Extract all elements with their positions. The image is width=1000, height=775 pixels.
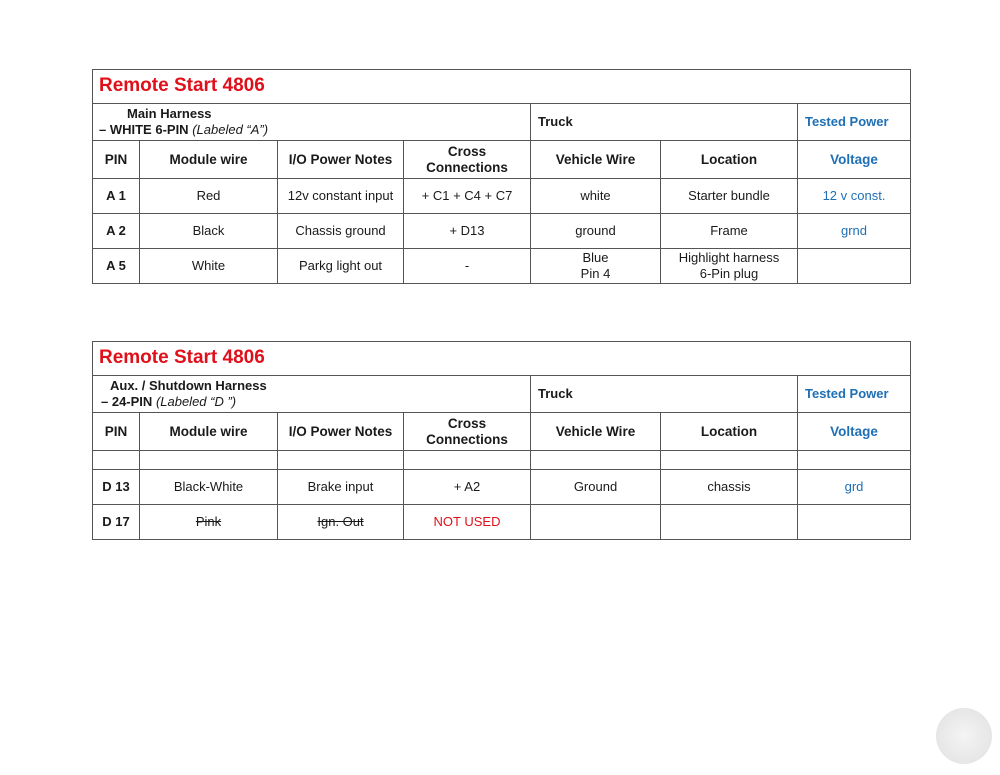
voltage-cell [798, 505, 911, 540]
table-row [93, 249, 911, 284]
harness-connector: – 24-PIN [101, 394, 153, 409]
pin-cell: D 17 [93, 505, 140, 540]
vehicle-wire-cell [531, 505, 661, 540]
col-vehicle-wire: Vehicle Wire [531, 413, 661, 451]
vehicle-wire-line2: Pin 4 [580, 266, 611, 281]
harness-description [93, 104, 531, 141]
col-voltage: Voltage [798, 413, 911, 451]
location-cell: Starter bundle [661, 179, 798, 214]
io-notes-cell: Ign. Out [278, 505, 404, 540]
col-pin: PIN [93, 413, 140, 451]
truck-header: Truck [531, 104, 798, 141]
harness-connector: – WHITE 6-PIN [99, 122, 189, 137]
location-cell: chassis [661, 470, 798, 505]
table-row [93, 179, 911, 214]
voltage-cell [798, 249, 911, 284]
col-io-power-notes: I/O Power Notes [278, 413, 404, 451]
location-line2: 6-Pin plug [699, 266, 759, 281]
table-title-row [93, 70, 911, 104]
voltage-cell: grd [798, 470, 911, 505]
vehicle-wire-cell: white [531, 179, 661, 214]
vehicle-wire-cell [531, 249, 661, 284]
cross-cell: NOT USED [404, 505, 531, 540]
col-io-power-notes: I/O Power Notes [278, 141, 404, 179]
location-line1: Highlight harness [678, 250, 780, 265]
pin-cell: A 2 [93, 214, 140, 249]
table-row [93, 505, 911, 540]
location-cell [661, 249, 798, 284]
col-module-wire: Module wire [140, 413, 278, 451]
voltage-cell: 12 v const. [798, 179, 911, 214]
truck-header: Truck [531, 376, 798, 413]
location-cell: Frame [661, 214, 798, 249]
vehicle-wire-cell: Ground [531, 470, 661, 505]
table-row [93, 214, 911, 249]
cross-cell: + D13 [404, 214, 531, 249]
table-title: Remote Start 4806 [99, 347, 265, 368]
table-title: Remote Start 4806 [99, 75, 265, 96]
table-row [93, 470, 911, 505]
col-cross-connections [404, 413, 531, 451]
module-wire-cell: White [140, 249, 278, 284]
col-vehicle-wire: Vehicle Wire [531, 141, 661, 179]
cross-cell: + C1 + C4 + C7 [404, 179, 531, 214]
table-title-row [93, 342, 911, 376]
harness-label: (Labeled “D ”) [155, 394, 237, 409]
cross-cell: - [404, 249, 531, 284]
pin-cell: A 5 [93, 249, 140, 284]
pin-cell: A 1 [93, 179, 140, 214]
vehicle-wire-line1: Blue [582, 250, 609, 265]
col-cross-line1: Cross [447, 415, 487, 431]
aux-shutdown-harness-table [92, 341, 911, 540]
harness-description [93, 376, 531, 413]
col-voltage: Voltage [798, 141, 911, 179]
pin-cell: D 13 [93, 470, 140, 505]
module-wire-cell: Black [140, 214, 278, 249]
col-pin: PIN [93, 141, 140, 179]
vehicle-wire-cell: ground [531, 214, 661, 249]
col-location: Location [661, 141, 798, 179]
empty-row [93, 451, 911, 470]
module-wire-cell: Black-White [140, 470, 278, 505]
io-notes-cell: Chassis ground [278, 214, 404, 249]
io-notes-cell: Parkg light out [278, 249, 404, 284]
col-cross-line2: Connections [426, 159, 508, 175]
module-wire-cell: Pink [140, 505, 278, 540]
io-notes-cell: Brake input [278, 470, 404, 505]
tested-power-header: Tested Power [798, 376, 911, 413]
col-module-wire: Module wire [140, 141, 278, 179]
cross-cell: + A2 [404, 470, 531, 505]
harness-label: (Labeled “A”) [192, 122, 269, 137]
watermark-logo [925, 697, 1000, 775]
harness-name: Main Harness [127, 106, 212, 121]
column-header-row [93, 413, 911, 451]
col-cross-connections [404, 141, 531, 179]
voltage-cell: grnd [798, 214, 911, 249]
col-cross-line1: Cross [447, 143, 487, 159]
column-header-row [93, 141, 911, 179]
io-notes-cell: 12v constant input [278, 179, 404, 214]
col-cross-line2: Connections [426, 431, 508, 447]
tested-power-header: Tested Power [798, 104, 911, 141]
location-cell [661, 505, 798, 540]
col-location: Location [661, 413, 798, 451]
module-wire-cell: Red [140, 179, 278, 214]
harness-name: Aux. / Shutdown Harness [110, 378, 267, 393]
main-harness-table [92, 69, 911, 284]
